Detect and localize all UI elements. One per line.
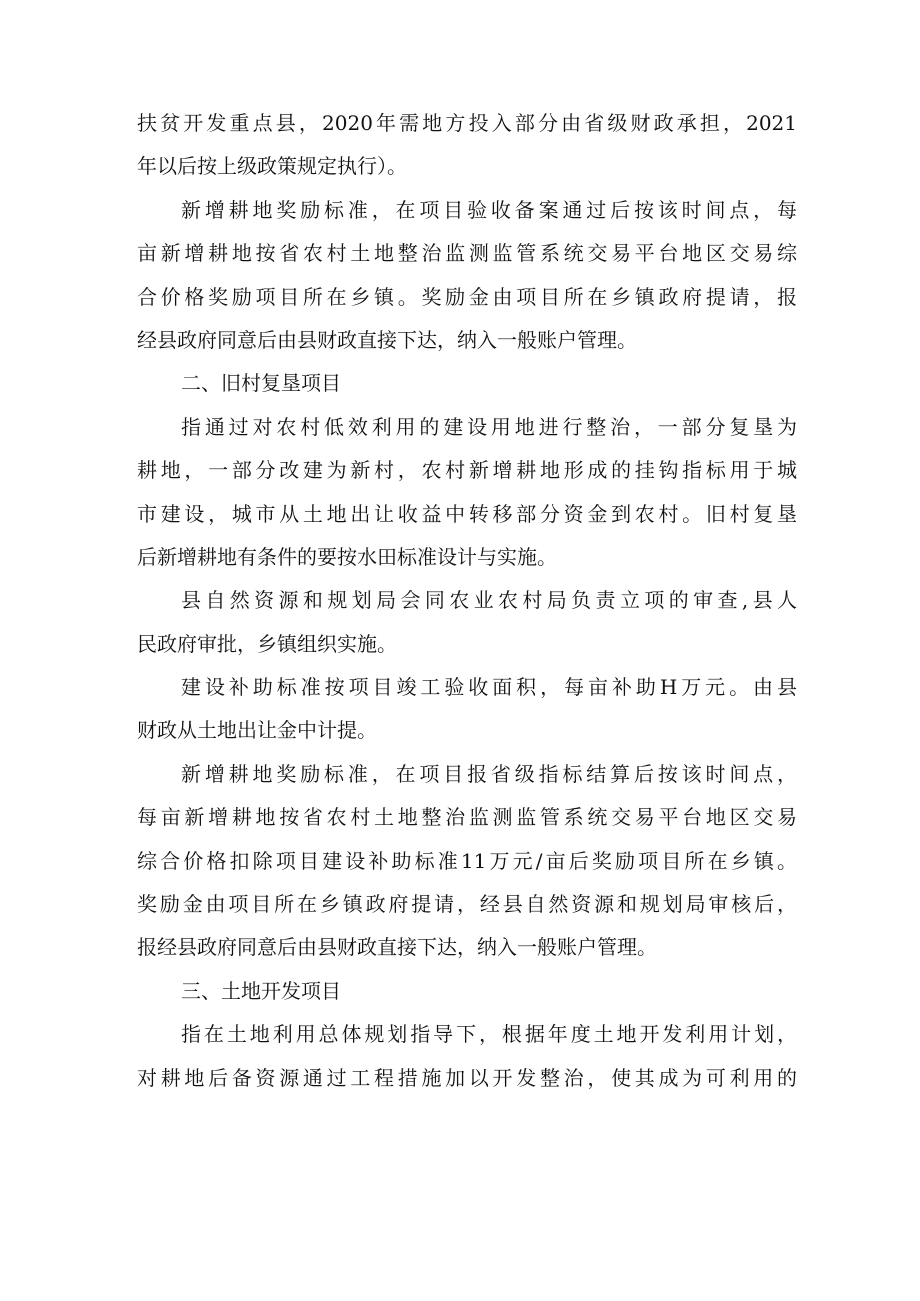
section-heading: 三、土地开发项目 — [181, 978, 341, 1003]
text-line: 财政从土地出让金中计提。 — [137, 718, 377, 743]
text-line: 奖励金由项目所在乡镇政府提请，经县自然资源和规划局审核后， — [137, 892, 797, 917]
text-line: 年以后按上级政策规定执行）。 — [137, 154, 407, 179]
text-line: 后新增耕地有条件的要按水田标准设计与实施。 — [137, 544, 557, 569]
text-line: 耕地，一部分改建为新村，农村新增耕地形成的挂钩指标用于城 — [137, 458, 797, 483]
text-line: 扶贫开发重点县，2020年需地方投入部分由省级财政承担，2021 — [137, 111, 797, 135]
document-page — [137, 102, 797, 1100]
text-line: 民政府审批，乡镇组织实施。 — [137, 631, 397, 656]
text-line: 市建设，城市从土地出让收益中转移部分资金到农村。旧村复垦 — [137, 501, 797, 526]
text-line: 对耕地后备资源通过工程措施加以开发整治，使其成为可利用的 — [137, 1065, 797, 1090]
paragraph-start: 建设补助标准按项目竣工验收面积，每亩补助H万元。由县 — [181, 675, 797, 700]
paragraph-start: 新增耕地奖励标准，在项目报省级指标结算后按该时间点， — [181, 761, 797, 786]
paragraph-start: 新增耕地奖励标准，在项目验收备案通过后按该时间点，每 — [181, 197, 797, 222]
text-line: 综合价格扣除项目建设补助标准11万元/亩后奖励项目所在乡镇。 — [137, 848, 797, 873]
text-line: 合价格奖励项目所在乡镇。奖励金由项目所在乡镇政府提请，报 — [137, 284, 797, 309]
text-line: 每亩新增耕地按省农村土地整治监测监管系统交易平台地区交易 — [137, 805, 797, 830]
paragraph-start: 县自然资源和规划局会同农业农村局负责立项的审查,县人 — [181, 588, 797, 613]
paragraph-start: 指通过对农村低效利用的建设用地进行整治，一部分复垦为 — [181, 414, 797, 439]
paragraph-start: 指在土地利用总体规划指导下，根据年度土地开发利用计划， — [181, 1022, 797, 1047]
section-heading: 二、旧村复垦项目 — [181, 371, 341, 396]
text-line: 经县政府同意后由县财政直接下达，纳入一般账户管理。 — [137, 327, 637, 352]
text-line: 亩新增耕地按省农村土地整治监测监管系统交易平台地区交易综 — [137, 241, 797, 266]
text-line: 报经县政府同意后由县财政直接下达，纳入一般账户管理。 — [137, 935, 657, 960]
